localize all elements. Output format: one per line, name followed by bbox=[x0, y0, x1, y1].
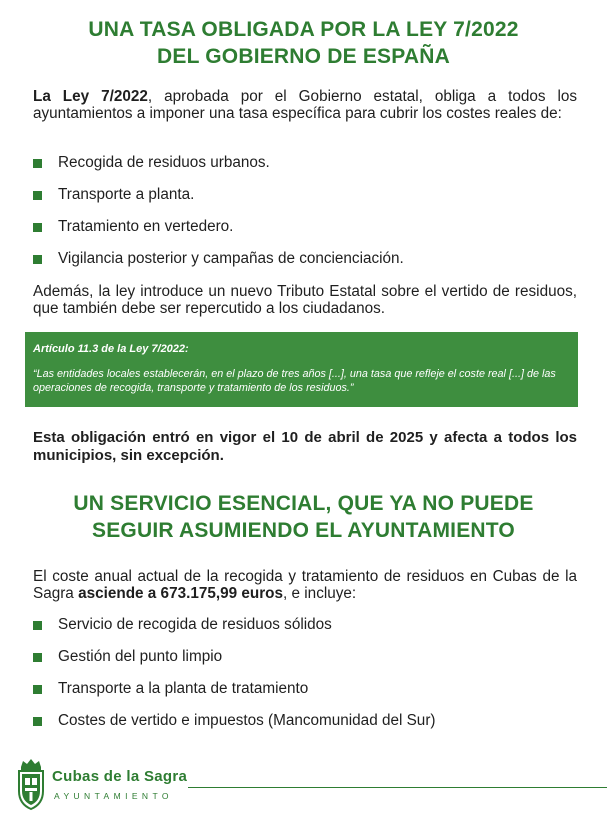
footer-divider bbox=[188, 787, 607, 788]
section-title-servicio bbox=[20, 490, 587, 544]
bullet-square-icon bbox=[33, 255, 42, 264]
title-line-1: UN SERVICIO ESENCIAL, QUE YA NO PUEDE bbox=[73, 492, 534, 515]
list-item: Servicio de recogida de residuos sólidos bbox=[33, 616, 587, 648]
list-item: Costes de vertido e impuestos (Mancomunidad del Sur) bbox=[33, 712, 587, 744]
list-item: Gestión del punto limpio bbox=[33, 648, 587, 680]
bullet-square-icon bbox=[33, 685, 42, 694]
cost-intro-end: , e incluye: bbox=[283, 585, 357, 602]
footer bbox=[0, 758, 607, 821]
intro-bold: La Ley 7/2022 bbox=[33, 88, 148, 105]
effective-date-notice: Esta obligación entró en vigor el 10 de abril de 2025 y afecta a todos los municipios, sin excepción. bbox=[33, 429, 577, 464]
brand-name: Cubas de la Sagra bbox=[52, 768, 188, 785]
service-list bbox=[33, 616, 587, 744]
bullet-square-icon bbox=[33, 223, 42, 232]
section-title-ley bbox=[20, 16, 587, 70]
list-item: Vigilancia posterior y campañas de concienciación. bbox=[33, 250, 587, 282]
list-item: Transporte a planta. bbox=[33, 186, 587, 218]
cost-amount: asciende a 673.175,99 euros bbox=[78, 585, 284, 602]
brand-subtitle: AYUNTAMIENTO bbox=[54, 791, 173, 801]
intro-paragraph bbox=[33, 88, 577, 122]
quote-title: Artículo 11.3 de la Ley 7/2022: bbox=[33, 343, 189, 355]
bullet-square-icon bbox=[33, 159, 42, 168]
bullet-square-icon bbox=[33, 653, 42, 662]
cost-intro-start: El coste anual actual de la recogida y tratamiento de residuos en Cubas de la Sagra bbox=[33, 568, 577, 602]
law-quote-box bbox=[25, 332, 578, 407]
cost-paragraph bbox=[33, 568, 577, 602]
title-line-2: SEGUIR ASUMIENDO EL AYUNTAMIENTO bbox=[92, 519, 515, 542]
list-item: Recogida de residuos urbanos. bbox=[33, 154, 587, 186]
title-line-2: DEL GOBIERNO DE ESPAÑA bbox=[157, 45, 450, 68]
crest-icon bbox=[16, 758, 46, 812]
intro-rest: , aprobada por el Gobierno estatal, obliga a todos los ayuntamientos a imponer una tasa específica para cubrir los costes reales de: bbox=[33, 88, 578, 122]
list-item: Transporte a la planta de tratamiento bbox=[33, 680, 587, 712]
bullet-square-icon bbox=[33, 717, 42, 726]
cost-list bbox=[33, 154, 587, 282]
list-item: Tratamiento en vertedero. bbox=[33, 218, 587, 250]
quote-text: “Las entidades locales establecerán, en el plazo de tres años [...], una tasa que refleje el coste real [...] de las operaciones de recogida, transporte y tratamiento de los residuos.” bbox=[33, 368, 556, 394]
addendum-paragraph: Además, la ley introduce un nuevo Tributo Estatal sobre el vertido de residuos, que también debe ser repercutido a los ciudadanos. bbox=[33, 283, 577, 317]
bullet-square-icon bbox=[33, 191, 42, 200]
bullet-square-icon bbox=[33, 621, 42, 630]
title-line-1: UNA TASA OBLIGADA POR LA LEY 7/2022 bbox=[88, 18, 519, 41]
